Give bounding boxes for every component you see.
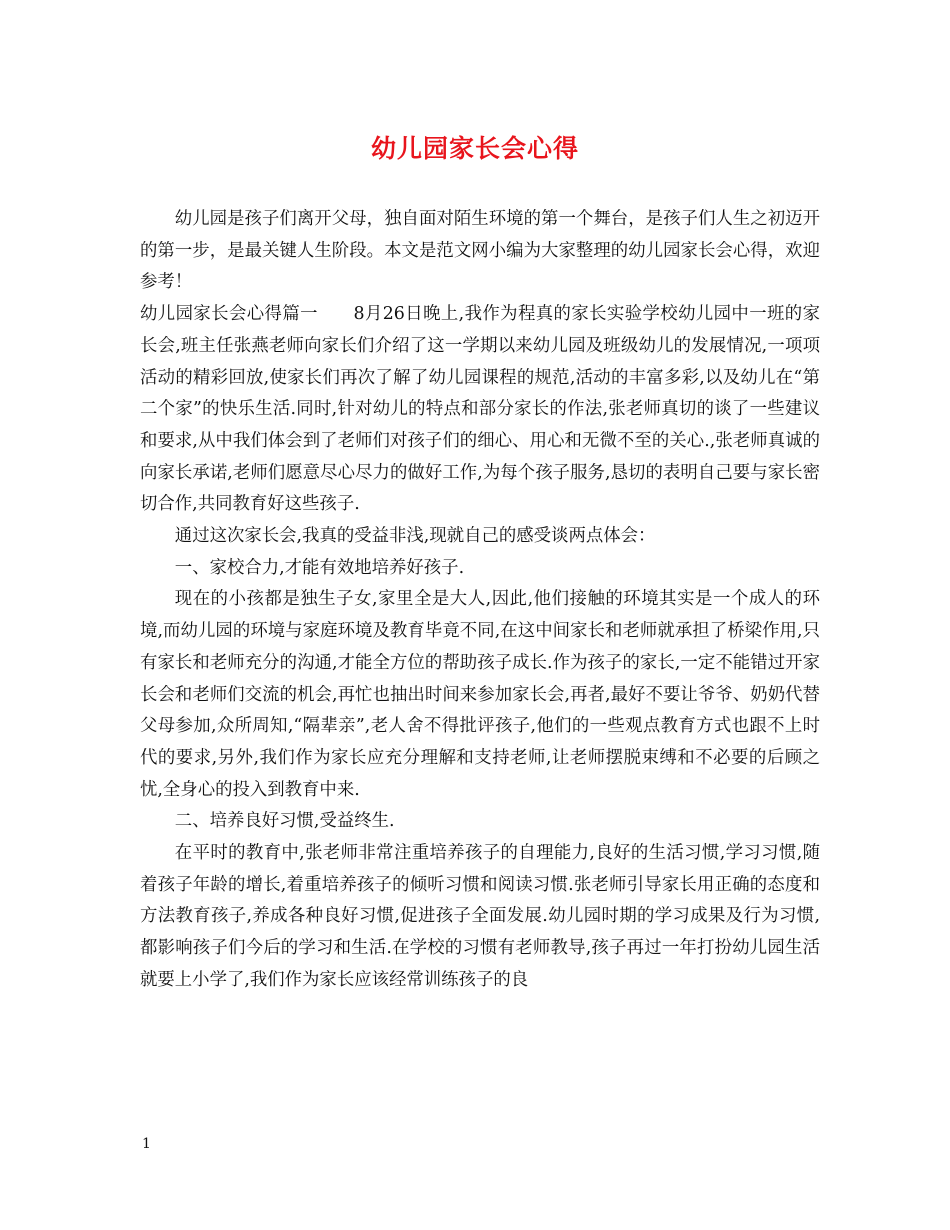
document-title: 幼儿园家长会心得	[370, 134, 579, 163]
document-body	[140, 204, 820, 997]
heading-point-two: 二、培养良好习惯,受益终生.	[174, 811, 395, 832]
heading-point-one: 一、家校合力,才能有效地培养好孩子.	[174, 557, 465, 578]
paragraph-point-two: 在平时的教育中,张老师非常注重培养孩子的自理能力,良好的生活习惯,学习习惯,随着孩子年龄的增长,着重培养孩子的倾听习惯和阅读习惯.张老师引导家长用正确的态度和方法教育孩子,养成各种良好习惯,促进孩子全面发展.幼儿园时期的学习成果及行为习惯,都影响孩子们今后的学习和生活.在学校的习惯有老师教导,孩子再过一年打扮幼儿园生活就要上小学了,我们作为家长应该经常训练孩子的良	[140, 843, 820, 990]
paragraph-point-one: 现在的小孩都是独生子女,家里全是大人,因此,他们接触的环境其实是一个成人的环境,而幼儿园的环境与家庭环境及教育毕竟不同,在这中间家长和老师就承担了桥梁作用,只有家长和老师充分的沟通,才能全方位的帮助孩子成长.作为孩子的家长,一定不能错过开家长会和老师们交流的机会,再忙也抽出时间来参加家长会,再者,最好不要让爷爷、奶奶代替父母参加,众所周知,“隔辈亲”,老人舍不得批评孩子,他们的一些观点教育方式也跟不上时代的要求,另外,我们作为家长应充分理解和支持老师,让老师摆脱束缚和不必要的后顾之忧,全身心的投入到教育中来.	[140, 589, 820, 800]
page-number: 1	[142, 1136, 151, 1152]
paragraph-summary: 通过这次家长会,我真的受益非浅,现就自己的感受谈两点体会：	[174, 526, 656, 547]
paragraph-intro: 幼儿园是孩子们离开父母，独自面对陌生环境的第一个舞台，是孩子们人生之初迈开的第一步，是最关键人生阶段。本文是范文网小编为大家整理的幼儿园家长会心得，欢迎参考！	[140, 209, 820, 293]
paragraph-section-one: 幼儿园家长会心得篇一 8月26日晚上,我作为程真的家长实验学校幼儿园中一班的家长会,班主任张燕老师向家长们介绍了这一学期以来幼儿园及班级幼儿的发展情况,一项项活动的精彩回放,使家长们再次了解了幼儿园课程的规范,活动的丰富多彩,以及幼儿在“第二个家”的快乐生活.同时,针对幼儿的特点和部分家长的作法,张老师真切的谈了一些建议和要求,从中我们体会到了老师们对孩子们的细心、用心和无微不至的关心.,张老师真诚的向家长承诺,老师们愿意尽心尽力的做好工作,为每个孩子服务,恳切的表明自己要与家长密切合作,共同教育好这些孩子.	[140, 304, 820, 515]
